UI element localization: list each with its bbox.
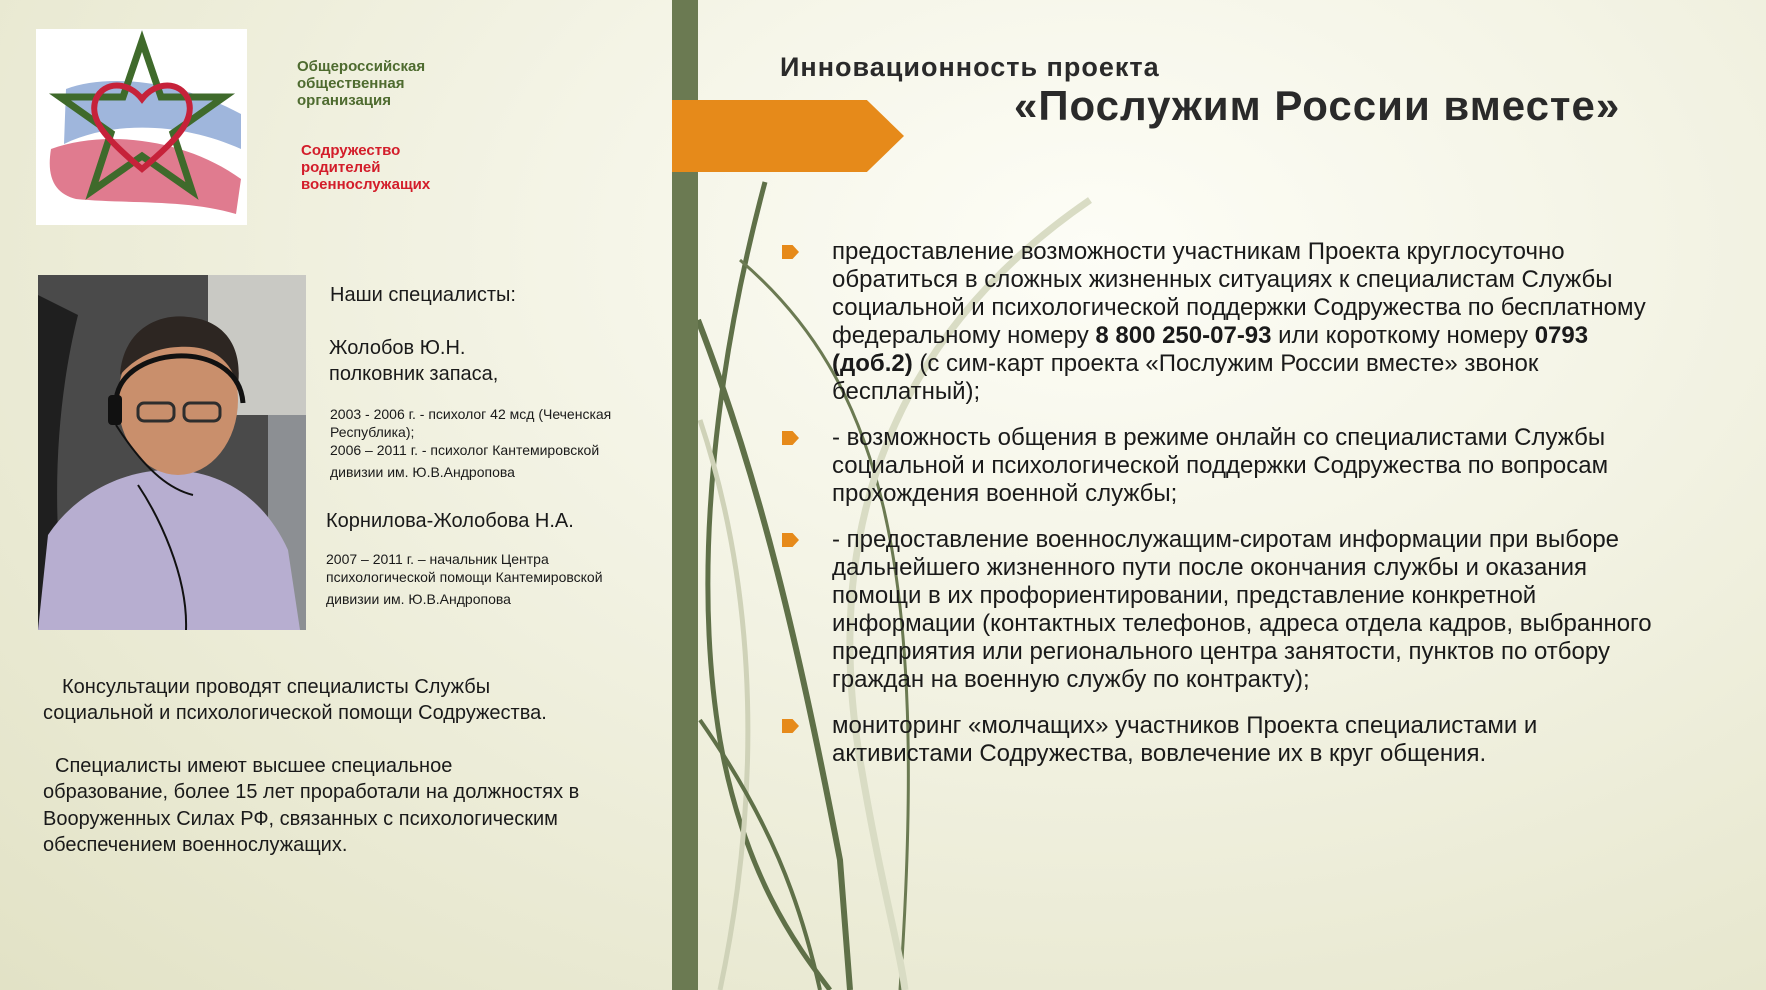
bullet-1-line-3: социальной и психологической поддержки Содружества по бесплатному xyxy=(832,294,1646,321)
specialist-1-career-line-3: 2006 – 2011 г. - психолог Кантемировской xyxy=(330,442,600,458)
bullet-item-3 xyxy=(782,526,1722,694)
orange-arrow-bullet-icon xyxy=(782,719,799,733)
bullet-3-line-1: - предоставление военнослужащим-сиротам информации при выборе xyxy=(832,526,1620,553)
organization-logo xyxy=(36,29,247,225)
specialist-2-career-line-3: дивизии им. Ю.В.Андропова xyxy=(326,591,511,607)
specialist-1-name: Жолобов Ю.Н. xyxy=(329,337,466,359)
specialist-1-career-line-4: дивизии им. Ю.В.Андропова xyxy=(330,464,515,480)
consult-p2-line-4: обеспечением военнослужащих. xyxy=(43,834,348,856)
consult-p1-line-2: социальной и психологической помощи Содружества. xyxy=(43,702,547,724)
specialist-1-career-line-2: Республика); xyxy=(330,424,415,440)
bullet-2-line-1: - возможность общения в режиме онлайн со специалистами Службы xyxy=(832,424,1606,451)
bullet-1-line-4-text: федеральному номеру xyxy=(832,322,1096,349)
consult-p2-line-2: образование, более 15 лет проработали на должностях в xyxy=(43,781,580,803)
org-line-3: организация xyxy=(297,92,391,109)
org-name-line-3: военнослужащих xyxy=(301,176,431,193)
slide-title-line-1: Инновационность проекта xyxy=(780,52,1160,82)
org-line-2: общественная xyxy=(297,75,405,92)
consult-p1-line-1: Консультации проводят специалисты Службы xyxy=(62,676,491,698)
org-name-line-1: Содружество xyxy=(301,142,401,159)
consult-p2-line-3: Вооруженных Силах РФ, связанных с психологическим xyxy=(43,808,558,830)
bullet-1-line-1: предоставление возможности участникам Проекта круглосуточно xyxy=(832,238,1565,265)
star-heart-emblem-icon xyxy=(36,29,247,225)
bullet-2-line-3: прохождения военной службы; xyxy=(832,480,1178,507)
bullet-3-line-5: предприятия или регионального центра занятости, пунктов по отбору xyxy=(832,638,1610,665)
bullet-item-2 xyxy=(782,424,1722,508)
bullet-4-line-1: мониторинг «молчащих» участников Проекта специалистами и xyxy=(832,712,1538,739)
bullet-item-1 xyxy=(782,238,1722,406)
orange-arrow-bullet-icon xyxy=(782,245,799,259)
bullet-item-4 xyxy=(782,712,1722,768)
innovation-bullet-list xyxy=(782,238,1722,786)
bullet-3-line-4: информации (контактных телефонов, адреса отдела кадров, выбранного xyxy=(832,610,1652,637)
bullet-1-line-5-text: (с сим-карт проекта «Послужим России вместе» звонок xyxy=(912,350,1539,377)
specialist-1-rank: полковник запаса, xyxy=(329,363,499,385)
bullet-1-line-2: обратиться в сложных жизненных ситуациях к специалистам Службы xyxy=(832,266,1613,293)
bullet-3-line-6: граждан на военную службу по контракту); xyxy=(832,666,1310,693)
bullet-3-line-2: дальнейшего жизненного пути после окончания службы и оказания xyxy=(832,554,1587,581)
specialist-2-career-line-2: психологической помощи Кантемировской xyxy=(326,569,603,585)
orange-arrow-bullet-icon xyxy=(782,533,799,547)
bullet-1-line-5 xyxy=(832,350,1722,378)
specialists-heading: Наши специалисты: xyxy=(330,284,516,306)
orange-arrow-shape xyxy=(672,100,904,172)
specialist-photo xyxy=(38,275,306,630)
slide-title-project-name: «Послужим России вместе» xyxy=(1014,82,1621,129)
org-line-1: Общероссийская xyxy=(297,58,426,75)
orange-arrow-bullet-icon xyxy=(782,431,799,445)
phone-extension: (доб.2) xyxy=(832,350,913,377)
specialist-2-career-line-1: 2007 – 2011 г. – начальник Центра xyxy=(326,551,549,567)
org-name-line-2: родителей xyxy=(301,159,381,176)
specialist-1-career-line-1: 2003 - 2006 г. - психолог 42 мсд (Чеченская xyxy=(330,406,612,422)
specialist-2-name: Корнилова-Жолобова Н.А. xyxy=(326,510,574,532)
bullet-4-line-2: активистами Содружества, вовлечение их в круг общения. xyxy=(832,740,1487,767)
bullet-2-line-2: социальной и психологической поддержки Содружества по вопросам xyxy=(832,452,1609,479)
person-with-headset-icon xyxy=(38,275,306,630)
short-phone-number[interactable]: 0793 xyxy=(1534,322,1589,349)
bullet-1-line-4-mid: или короткому номеру xyxy=(1271,322,1535,349)
bullet-3-line-3: помощи в их профориентировании, представление конкретной xyxy=(832,582,1537,609)
bullet-1-line-6: бесплатный); xyxy=(832,378,981,405)
organization-name-label xyxy=(301,142,430,193)
bullet-1-line-4 xyxy=(832,322,1722,350)
consult-p2-line-1: Специалисты имеют высшее специальное xyxy=(55,755,453,777)
organization-type-label xyxy=(297,58,425,109)
hotline-phone-number[interactable]: 8 800 250-07-93 xyxy=(1095,322,1272,349)
